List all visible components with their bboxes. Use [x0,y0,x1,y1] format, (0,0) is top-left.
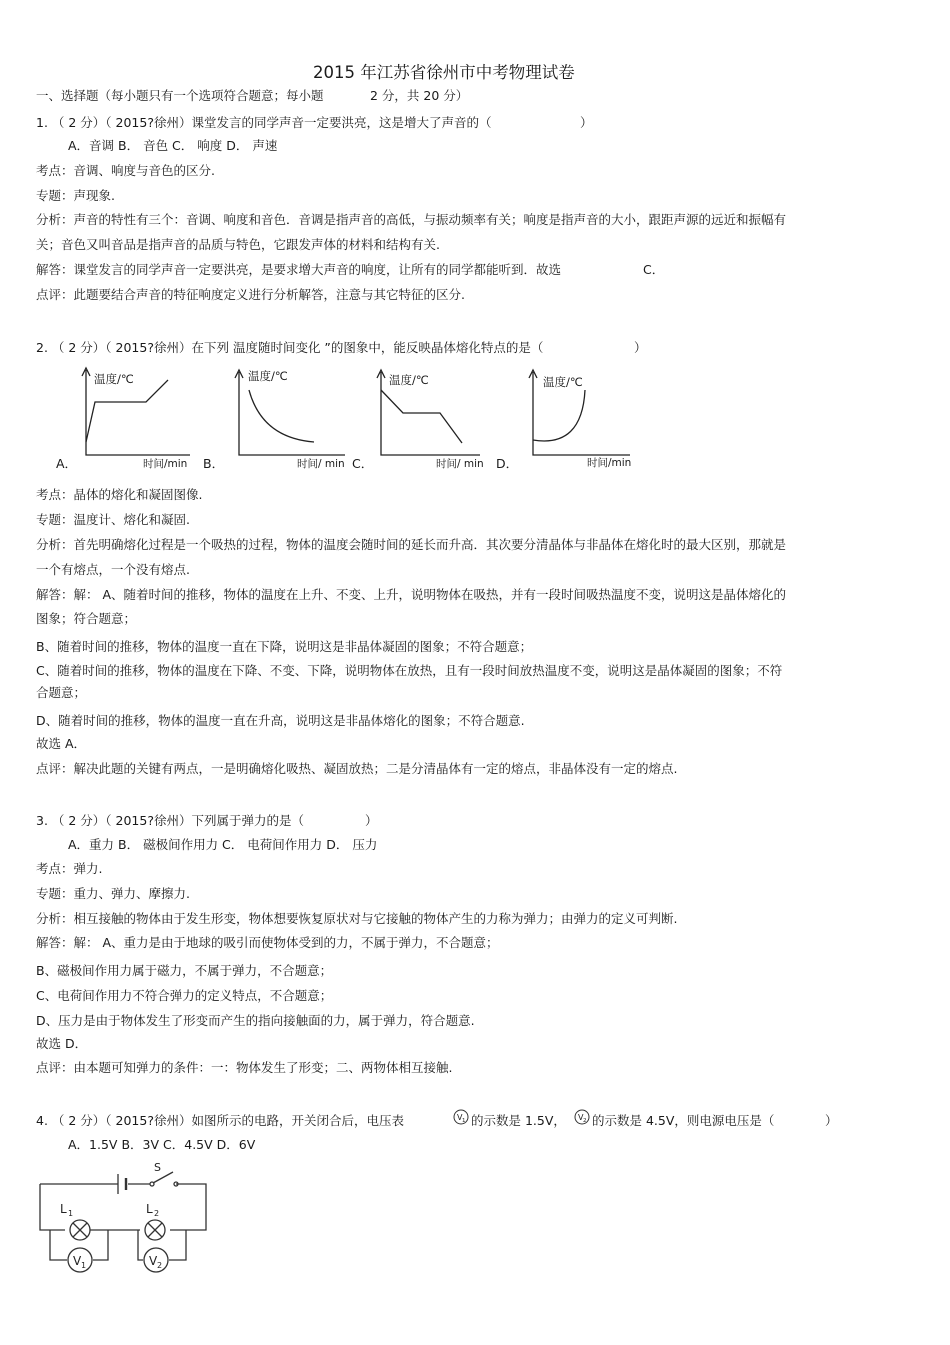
q2-zhuanti: 专题：温度计、熔化和凝固. [36,512,190,527]
q3-dianping: 点评：由本题可知弹力的条件：一：物体发生了形变；二、两物体相互接触. [36,1060,453,1075]
svg-text:1: 1 [68,1209,74,1218]
q2-jieda-4: C、随着时间的推移，物体的温度在下降、不变、下降，说明物体在放热，且有一段时间放热温度不变，说明这是晶体凝固的图象；不符 [36,663,783,678]
q1-stem: 1. （ 2 分）（ 2015?徐州）课堂发言的同学声音一定要洪亮，这是增大了声音的（ [36,115,492,130]
q2-jieda-2: 图象；符合题意； [36,611,137,626]
q1-options: A．音调 B． 音色 C． 响度 D． 声速 [68,138,278,153]
svg-text:V: V [578,1113,584,1122]
q3-jieda-4: D、压力是由于物体发生了形变而产生的指向接触面的力，属于弹力，符合题意. [36,1013,475,1028]
q1-fenxi-1: 分析：声音的特性有三个：音调、响度和音色．音调是指声音的高低，与振动频率有关；响度是指声音的大小，跟距声源的远近和振幅有 [36,212,787,227]
graph-b-ylabel: 温度/℃ [248,369,288,383]
q1-dianping: 点评：此题要结合声音的特征响度定义进行分析解答，注意与其它特征的区分. [36,287,465,302]
q4-circuit-diagram [30,1160,220,1280]
svg-text:2: 2 [583,1118,587,1124]
graph-d-curve [533,390,585,441]
voltmeter-v1-icon [452,1108,470,1126]
q3-options: A．重力 B． 磁极间作用力 C． 电荷间作用力 D． 压力 [68,837,378,852]
q2-jieda-1: 解答：解： A、随着时间的推移，物体的温度在上升、不变、上升，说明物体在吸热，并有一段时间吸热温度不变，说明这是晶体熔化的 [36,587,787,602]
switch-label: S [154,1161,161,1174]
q1-zhuanti: 专题：声现象. [36,188,115,203]
graph-c-ylabel: 温度/℃ [389,373,429,387]
svg-text:1: 1 [462,1118,466,1124]
q2-kaodian: 考点：晶体的熔化和凝固图像. [36,487,203,502]
q3-fenxi: 分析：相互接触的物体由于发生形变，物体想要恢复原状对与它接触的物体产生的力称为弹力；由弹力的定义可判断. [36,911,678,926]
q4-stem-b: 的示数是 1.5V， [471,1113,566,1128]
q4-options: A．1.5V B．3V C．4.5V D．6V [68,1137,256,1152]
svg-text:V: V [457,1113,463,1122]
graph-b-axes [239,372,345,455]
svg-text:2: 2 [157,1261,163,1270]
q1-kaodian: 考点：音调、响度与音色的区分. [36,163,215,178]
lamp-l1-label: L [60,1202,67,1216]
page-title: 2015 年江苏省徐州市中考物理试卷 [313,63,575,82]
graph-d-xlabel: 时间/min [587,457,632,469]
q3-jieda-1: 解答：解： A、重力是由于地球的吸引而使物体受到的力，不属于弹力，不合题意； [36,935,499,950]
q3-guxuan: 故选 D． [36,1036,88,1051]
q3-kaodian: 考点：弹力. [36,861,103,876]
graph-option-b: B． [203,456,225,471]
section-header: 一、选择题（每小题只有一个选项符合题意；每小题 [36,88,324,103]
graph-b-curve [249,390,314,442]
graph-option-d: D． [496,456,519,471]
q1-stem-end: ） [580,115,593,130]
graph-c-curve [381,390,462,443]
voltmeter-v1-label: V [73,1254,82,1268]
voltmeter-v2-label: V [149,1254,158,1268]
q2-graphs [0,360,950,480]
q2-dianping: 点评：解决此题的关键有两点，一是明确熔化吸热、凝固放热；二是分清晶体有一定的熔点，非晶体没有一定的熔点. [36,761,678,776]
q2-fenxi-2: 一个有熔点，一个没有熔点. [36,562,190,577]
graph-c-xlabel: 时间/ min [436,458,484,470]
q2-guxuan: 故选 A． [36,736,87,751]
svg-text:1: 1 [81,1261,87,1270]
lamp-l2-label: L [146,1202,153,1216]
graph-option-c: C． [352,456,374,471]
voltmeter-v2-icon [573,1108,591,1126]
graph-option-a: A． [56,456,78,471]
graph-a-ylabel: 温度/℃ [94,372,134,386]
q3-jieda-3: C、电荷间作用力不符合弹力的定义特点，不合题意； [36,988,333,1003]
graph-a-xlabel: 时间/min [143,458,188,470]
q3-jieda-2: B、磁极间作用力属于磁力，不属于弹力，不合题意； [36,963,333,978]
q1-jieda: 解答：课堂发言的同学声音一定要洪亮，是要求增大声音的响度，让所有的同学都能听到．故选 [36,262,562,277]
q4-stem-a: 4. （ 2 分）（ 2015?徐州）如图所示的电路，开关闭合后，电压表 [36,1113,404,1128]
q1-jieda-answer: C． [643,262,665,277]
q3-stem: 3. （ 2 分）（ 2015?徐州）下列属于弹力的是（ [36,813,304,828]
q2-jieda-6: D、随着时间的推移，物体的温度一直在升高，说明这是非晶体熔化的图象；不符合题意. [36,713,525,728]
graph-b-xlabel: 时间/ min [297,458,345,470]
q2-fenxi-1: 分析：首先明确熔化过程是一个吸热的过程，物体的温度会随时间的延长而升高．其次要分清晶体与非晶体在熔化时的最大区别，那就是 [36,537,787,552]
q3-stem-end: ） [365,813,378,828]
q2-jieda-3: B、随着时间的推移，物体的温度一直在下降，说明这是非晶体凝固的图象；不符合题意； [36,639,533,654]
svg-text:2: 2 [154,1209,160,1218]
q2-stem: 2. （ 2 分）（ 2015?徐州）在下列 温度随时间变化 ”的图象中，能反映晶体熔化特点的是（ [36,340,544,355]
q2-stem-end: ） [634,340,647,355]
q2-jieda-5: 合题意； [36,685,87,700]
q4-stem-end: ） [825,1113,838,1128]
graph-d-ylabel: 温度/℃ [543,375,583,389]
graph-a-curve [86,380,168,442]
q3-zhuanti: 专题：重力、弹力、摩擦力. [36,886,190,901]
section-header-score: 2 分，共 20 分） [370,88,469,103]
q4-stem-c: 的示数是 4.5V，则电源电压是（ [592,1113,775,1128]
q1-fenxi-2: 关；音色又叫音品是指声音的品质与特色，它跟发声体的材料和结构有关. [36,237,440,252]
